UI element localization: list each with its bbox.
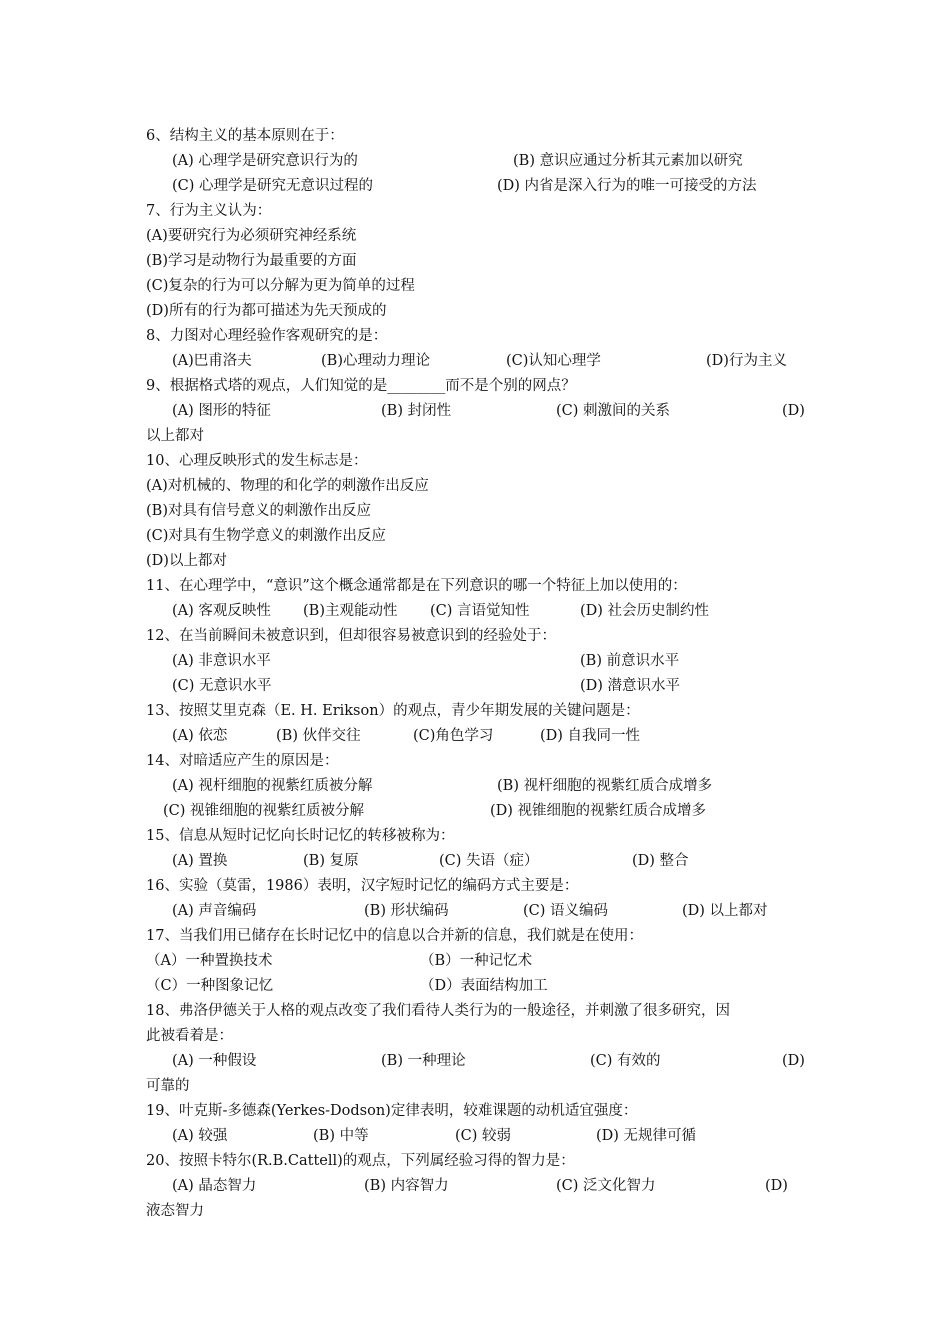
question-15-option-a: (A) 置换 xyxy=(172,853,228,869)
question-20-option-c: (C) 泛文化智力 xyxy=(556,1178,656,1194)
question-10-option-c: (C)对具有生物学意义的刺激作出反应 xyxy=(146,528,386,544)
question-7-option-d: (D)所有的行为都可描述为先天预成的 xyxy=(146,303,387,319)
question-12-option-a: (A) 非意识水平 xyxy=(172,653,271,669)
question-11-stem: 11、在心理学中，“意识”这个概念通常都是在下列意识的哪一个特征上加以使用的： xyxy=(146,578,687,594)
question-18-option-d-text: 可靠的 xyxy=(146,1078,190,1094)
question-18-option-b: (B) 一种理论 xyxy=(381,1053,466,1069)
question-14-option-a: (A) 视杆细胞的视紫红质被分解 xyxy=(172,778,373,794)
question-16-option-b: (B) 形状编码 xyxy=(364,903,449,919)
question-6-option-c: (C) 心理学是研究无意识过程的 xyxy=(172,178,374,194)
question-11-option-a: (A) 客观反映性 xyxy=(172,603,271,619)
question-8-option-b: (B)心理动力理论 xyxy=(321,353,430,369)
question-8-stem: 8、力图对心理经验作客观研究的是： xyxy=(146,328,388,344)
question-19-option-b: (B) 中等 xyxy=(313,1128,369,1144)
question-9-option-a: (A) 图形的特征 xyxy=(172,403,271,419)
question-19-option-a: (A) 较强 xyxy=(172,1128,228,1144)
question-15-option-c: (C) 失语（症） xyxy=(439,853,539,869)
question-18-stem-line2: 此被看着是： xyxy=(146,1028,233,1044)
question-10-option-a: (A)对机械的、物理的和化学的刺激作出反应 xyxy=(146,478,429,494)
question-8-option-d: (D)行为主义 xyxy=(706,353,787,369)
question-17-option-c: （C）一种图象记忆 xyxy=(146,978,274,994)
question-9-option-d-text: 以上都对 xyxy=(146,428,204,444)
question-9-option-b: (B) 封闭性 xyxy=(381,403,452,419)
question-14-stem: 14、对暗适应产生的原因是： xyxy=(146,753,339,769)
question-18-option-d-label: (D) xyxy=(782,1053,805,1069)
question-13-option-b: (B) 伙伴交往 xyxy=(276,728,361,744)
question-9-option-c: (C) 刺激间的关系 xyxy=(556,403,671,419)
question-20-option-d-text: 液态智力 xyxy=(146,1203,204,1219)
question-11-option-c: (C) 言语觉知性 xyxy=(430,603,530,619)
question-12-option-d: (D) 潜意识水平 xyxy=(580,678,681,694)
question-10-stem: 10、心理反映形式的发生标志是： xyxy=(146,453,368,469)
question-17-stem: 17、当我们用已储存在长时记忆中的信息以合并新的信息，我们就是在使用： xyxy=(146,928,643,944)
question-18-stem-line1: 18、弗洛伊德关于人格的观点改变了我们看待人类行为的一般途径，并刺激了很多研究，因 xyxy=(146,1003,730,1019)
question-13-option-a: (A) 依恋 xyxy=(172,728,228,744)
question-20-option-a: (A) 晶态智力 xyxy=(172,1178,257,1194)
question-7-stem: 7、行为主义认为： xyxy=(146,203,272,219)
question-20-stem: 20、按照卡特尔(R.B.Cattell)的观点，下列属经验习得的智力是： xyxy=(146,1153,575,1169)
question-20-option-b: (B) 内容智力 xyxy=(364,1178,449,1194)
question-7-option-a: (A)要研究行为必须研究神经系统 xyxy=(146,228,357,244)
question-13-option-d: (D) 自我同一性 xyxy=(540,728,641,744)
question-11-option-b: (B)主观能动性 xyxy=(303,603,398,619)
question-17-option-a: （A）一种置换技术 xyxy=(146,953,273,969)
question-8-option-c: (C)认知心理学 xyxy=(506,353,601,369)
question-15-option-b: (B) 复原 xyxy=(303,853,359,869)
question-19-option-c: (C) 较弱 xyxy=(455,1128,512,1144)
question-14-option-c: (C) 视锥细胞的视紫红质被分解 xyxy=(163,803,365,819)
question-15-option-d: (D) 整合 xyxy=(632,853,689,869)
question-10-option-b: (B)对具有信号意义的刺激作出反应 xyxy=(146,503,371,519)
question-9-stem: 9、根据格式塔的观点，人们知觉的是________而不是个别的网点？ xyxy=(146,378,576,394)
question-14-option-d: (D) 视锥细胞的视紫红质合成增多 xyxy=(490,803,707,819)
question-18-option-c: (C) 有效的 xyxy=(590,1053,661,1069)
question-16-stem: 16、实验（莫雷，1986）表明，汉字短时记忆的编码方式主要是： xyxy=(146,878,579,894)
question-16-option-c: (C) 语义编码 xyxy=(523,903,609,919)
question-19-stem: 19、叶克斯-多德森(Yerkes-Dodson)定律表明，较难课题的动机适宜强度： xyxy=(146,1103,638,1119)
question-12-option-c: (C) 无意识水平 xyxy=(172,678,272,694)
question-7-option-b: (B)学习是动物行为最重要的方面 xyxy=(146,253,357,269)
question-19-option-d: (D) 无规律可循 xyxy=(596,1128,697,1144)
question-16-option-a: (A) 声音编码 xyxy=(172,903,257,919)
question-18-option-a: (A) 一种假设 xyxy=(172,1053,257,1069)
question-20-option-d-label: (D) xyxy=(765,1178,788,1194)
question-10-option-d: (D)以上都对 xyxy=(146,553,227,569)
question-11-option-d: (D) 社会历史制约性 xyxy=(580,603,710,619)
question-17-option-b: （B）一种记忆术 xyxy=(420,953,533,969)
question-6-stem: 6、结构主义的基本原则在于： xyxy=(146,128,344,144)
question-15-stem: 15、信息从短时记忆向长时记忆的转移被称为： xyxy=(146,828,455,844)
question-6-option-a: (A) 心理学是研究意识行为的 xyxy=(172,153,358,169)
question-6-option-d: (D) 内省是深入行为的唯一可接受的方法 xyxy=(497,178,757,194)
question-16-option-d: (D) 以上都对 xyxy=(682,903,768,919)
question-6-option-b: (B) 意识应通过分析其元素加以研究 xyxy=(513,153,743,169)
question-13-stem: 13、按照艾里克森（E. H. Erikson）的观点，青少年期发展的关键问题是： xyxy=(146,703,640,719)
question-9-option-d-label: (D) xyxy=(782,403,805,419)
question-12-stem: 12、在当前瞬间未被意识到，但却很容易被意识到的经验处于： xyxy=(146,628,556,644)
question-14-option-b: (B) 视杆细胞的视紫红质合成增多 xyxy=(497,778,713,794)
question-12-option-b: (B) 前意识水平 xyxy=(580,653,680,669)
question-8-option-a: (A)巴甫洛夫 xyxy=(172,353,252,369)
question-13-option-c: (C)角色学习 xyxy=(413,728,494,744)
question-7-option-c: (C)复杂的行为可以分解为更为简单的过程 xyxy=(146,278,415,294)
question-17-option-d: （D）表面结构加工 xyxy=(420,978,548,994)
